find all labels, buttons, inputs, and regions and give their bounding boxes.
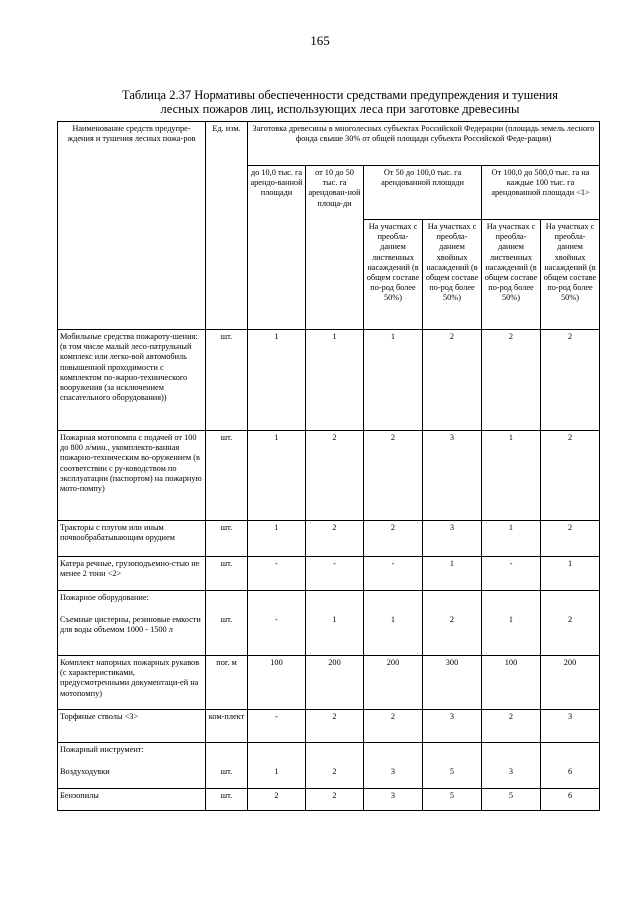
row-value: 5: [482, 789, 541, 811]
header-col-3: От 50 до 100,0 тыс. га арендованной площади: [364, 166, 482, 220]
row-value: 2: [482, 710, 541, 743]
caption-line-1: Таблица 2.37 Нормативы обеспеченности средствами предупреждения и тушения: [122, 88, 558, 102]
row-unit: шт.: [206, 521, 248, 557]
table-caption: [60, 88, 620, 116]
row-value: 2: [364, 521, 423, 557]
table-row: [58, 710, 600, 743]
row-value: -: [248, 710, 306, 743]
row-name: Воздуходувки: [60, 767, 110, 777]
row-name: Пожарная мотопомпа с подачей от 100 до 800 л/мин., укомплекто-ванная пожарно-техническим во-оружением (в соответствии с ру-ководством по эксплуатации (паспортом) на пожарную мото-помпу): [58, 431, 206, 521]
row-value: 2: [306, 710, 364, 743]
row-value: 3: [423, 431, 482, 521]
table-row: [58, 789, 600, 811]
table-row: [58, 557, 600, 591]
row-value: 2: [541, 330, 600, 431]
row-unit: шт.: [206, 557, 248, 591]
row-value: 2: [306, 521, 364, 557]
row-value: -: [364, 557, 423, 591]
row-value: -: [306, 557, 364, 591]
row-value: 300: [423, 656, 482, 710]
header-group: Заготовка древесины в многолесных субъектах Российской Федерации (площадь земель лесного фонда свыше 30% от общей площади субъекта Российской Феде-рации): [248, 122, 600, 166]
row-value: 1: [541, 557, 600, 591]
subheader-conifer: На участках с преобла-данием хвойных насаждений (в общем составе по-род более 50%): [423, 220, 482, 330]
table-row: [58, 521, 600, 557]
row-name: Съемные цистерны, резиновые емкости для воды объемом 1000 - 1500 л: [60, 615, 201, 635]
row-value: 1: [248, 330, 306, 431]
row-value: 1: [482, 431, 541, 521]
row-unit: шт.: [206, 330, 248, 431]
row-value: 2: [306, 789, 364, 811]
row-value: 2: [248, 789, 306, 811]
row-value: 2: [541, 521, 600, 557]
row-value: 5: [449, 767, 455, 776]
row-value: 2: [449, 615, 455, 624]
row-value: 200: [364, 656, 423, 710]
row-value: 2: [482, 330, 541, 431]
row-value: 2: [423, 330, 482, 431]
row-value: 100: [248, 656, 306, 710]
row-value: 3: [423, 521, 482, 557]
row-name: Тракторы с плугом или иным почвообрабатывающим орудием: [58, 521, 206, 557]
row-name: Катера речные, грузоподъемно-стью не менее 2 тонн <2>: [58, 557, 206, 591]
row-value: 100: [482, 656, 541, 710]
table-row: [58, 743, 600, 789]
table-row: [58, 656, 600, 710]
row-value: 1: [364, 330, 423, 431]
subheader-conifer: На участках с преобла-данием хвойных насаждений (в общем составе по-род более 50%): [541, 220, 600, 330]
page-number: 165: [310, 33, 330, 48]
row-value: -: [482, 557, 541, 591]
header-name: Наименование средств предупре-ждения и тушения лесных пожа-ров: [58, 122, 206, 330]
row-value: 1: [274, 767, 279, 776]
row-value: 3: [423, 710, 482, 743]
row-value: -: [248, 557, 306, 591]
row-value: 1: [423, 557, 482, 591]
row-value: 2: [364, 710, 423, 743]
row-value: 200: [541, 656, 600, 710]
row-name: Торфяные стволы <3>: [58, 710, 206, 743]
row-value: 2: [306, 431, 364, 521]
row-name: Комплект напорных пожарных рукавов (с характеристиками, предусмотренными документаци-ей на мотопомпу): [58, 656, 206, 710]
row-value: 3: [508, 767, 514, 776]
row-value: 2: [364, 431, 423, 521]
row-name: Бензопилы: [58, 789, 206, 811]
table-row: [58, 330, 600, 431]
header-col-4: От 100,0 до 500,0 тыс. га на каждые 100 тыс. га арендованной площади <1>: [482, 166, 600, 220]
row-value: 1: [248, 521, 306, 557]
subheader-deciduous: На участках с преобла-данием лиственных насаждений (в общем составе по-род более 50%): [482, 220, 541, 330]
row-value: 1: [390, 615, 396, 624]
row-value: 6: [541, 789, 600, 811]
norms-table: [57, 121, 600, 811]
section-title: Пожарное оборудование:: [60, 593, 149, 602]
row-value: 6: [567, 767, 573, 776]
row-value: 3: [390, 767, 396, 776]
row-value: 2: [541, 431, 600, 521]
row-value: 1: [332, 615, 337, 624]
row-value: 1: [248, 431, 306, 521]
row-value: 5: [423, 789, 482, 811]
table-row: [58, 591, 600, 656]
caption-line-2: лесных пожаров лиц, использующих леса при заготовке древесины: [160, 102, 520, 116]
section-title: Пожарный инструмент:: [60, 745, 144, 754]
row-value: 1: [306, 330, 364, 431]
header-col-2: от 10 до 50 тыс. га арендован-ной площа-ди: [306, 166, 364, 330]
header-unit: Ед. изм.: [206, 122, 248, 330]
row-unit: шт.: [206, 789, 248, 811]
row-value: 1: [482, 521, 541, 557]
row-value: 2: [332, 767, 337, 776]
row-unit: ком-плект: [206, 710, 248, 743]
row-unit: шт.: [220, 767, 233, 776]
subheader-deciduous: На участках с преобла-данием лиственных насаждений (в общем составе по-род более 50%): [364, 220, 423, 330]
row-unit: пог. м: [206, 656, 248, 710]
row-value: 200: [306, 656, 364, 710]
row-value: -: [275, 615, 278, 624]
row-unit: шт.: [206, 431, 248, 521]
header-col-1: до 10,0 тыс. га арендо-ванной площади: [248, 166, 306, 330]
row-value: 1: [508, 615, 514, 624]
row-value: 3: [364, 789, 423, 811]
row-value: 2: [567, 615, 573, 624]
row-name: Мобильные средства пожароту-шения: (в том числе малый лесо-патрульный комплекс или легко-вой автомобиль повышенной проходимости с комплектом по-жарно-технического вооружения (за исключением спасательного оборудования)): [58, 330, 206, 431]
row-value: 3: [541, 710, 600, 743]
row-unit: шт.: [220, 615, 233, 624]
table-row: [58, 431, 600, 521]
